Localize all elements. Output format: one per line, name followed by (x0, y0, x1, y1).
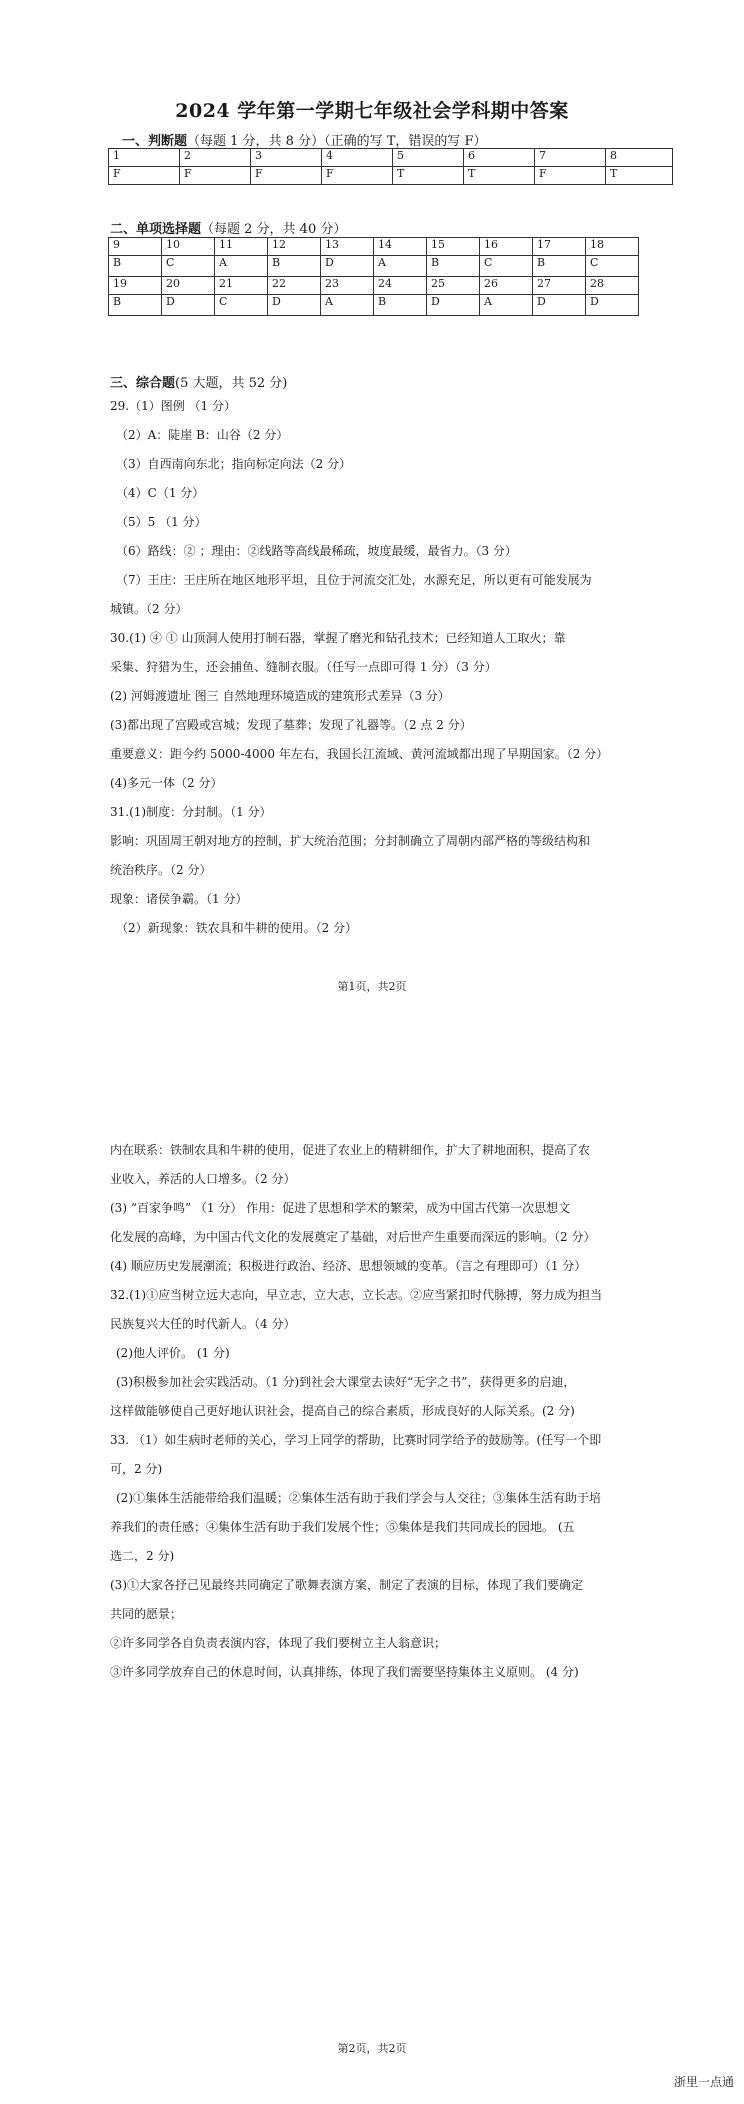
table-cell: F (535, 167, 606, 185)
section-1-note: （每题 1 分，共 8 分）（正确的写 T，错误的写 F） (187, 134, 487, 149)
page-2-footer: 第2页，共2页 (337, 2042, 407, 2055)
table-row (109, 149, 673, 167)
table-cell: B (268, 256, 321, 277)
answer-line: 选二，2 分) (110, 1549, 175, 1563)
judgement-answer-table (108, 148, 673, 185)
table-cell: 3 (251, 149, 322, 167)
section-3-note: (5 大题，共 52 分) (175, 376, 288, 391)
answer-line: (2)他人评价。 (1 分) (116, 1346, 230, 1360)
answer-line: （3）自西南向东北；指向标定向法（2 分） (116, 457, 352, 471)
answer-line: （6）路线：② ；理由：②线路等高线最稀疏，坡度最缓，最省力。（3 分） (116, 544, 517, 558)
table-cell: 20 (162, 277, 215, 295)
section-3-title: 三、综合题 (110, 376, 176, 391)
answer-line: ②许多同学各自负责表演内容，体现了我们要树立主人翁意识； (110, 1636, 447, 1650)
choice-answer-table (108, 237, 639, 316)
table-cell: 27 (533, 277, 586, 295)
table-cell: F (322, 167, 393, 185)
answer-line: (4)多元一体（2 分） (110, 776, 223, 790)
answer-line: 29.（1）图例 （1 分） (110, 399, 236, 413)
table-cell: C (215, 295, 268, 316)
answer-line: 养我们的责任感；④集体生活有助于我们发展个性；⑤集体是我们共同成长的园地。 (五 (110, 1520, 575, 1534)
table-cell: 18 (586, 238, 639, 256)
table-cell: F (109, 167, 180, 185)
table-cell: 4 (322, 149, 393, 167)
answer-line: 统治秩序。（2 分） (110, 863, 212, 877)
section-3-heading (110, 372, 287, 391)
table-cell: 25 (427, 277, 480, 295)
table-cell: 5 (393, 149, 464, 167)
table-cell: T (464, 167, 535, 185)
answer-line: （4）C（1 分） (116, 486, 205, 500)
table-cell: A (215, 256, 268, 277)
answer-line: 内在联系：铁制农具和牛耕的使用，促进了农业上的精耕细作，扩大了耕地面积，提高了农 (110, 1143, 591, 1157)
table-cell: 7 (535, 149, 606, 167)
table-cell: 17 (533, 238, 586, 256)
table-cell: 22 (268, 277, 321, 295)
table-cell: 28 (586, 277, 639, 295)
answer-line: 31.(1)制度：分封制。（1 分） (110, 805, 272, 819)
table-row (109, 238, 639, 256)
section-1-heading (122, 130, 487, 149)
table-cell: B (109, 295, 162, 316)
answer-line: （5）5 （1 分） (116, 515, 207, 529)
table-cell: F (251, 167, 322, 185)
section-1-title: 一、判断题 (122, 134, 188, 149)
table-cell: B (533, 256, 586, 277)
answer-line: 采集、狩猎为生，还会捕鱼、缝制衣服。（任写一点即可得 1 分）（3 分） (110, 660, 497, 674)
table-cell: D (268, 295, 321, 316)
section-2-note: （每题 2 分，共 40 分） (201, 222, 347, 237)
answer-line: (2) 河姆渡遗址 图三 自然地理环境造成的建筑形式差异（3 分） (110, 689, 450, 703)
page-1 (0, 0, 744, 1040)
table-cell: 6 (464, 149, 535, 167)
table-cell: C (586, 256, 639, 277)
table-row (109, 295, 639, 316)
table-cell: A (374, 256, 427, 277)
page-2-answer-text (110, 1136, 638, 1687)
table-cell: 11 (215, 238, 268, 256)
answer-line: 重要意义：距今约 5000-4000 年左右，我国长江流域、黄河流域都出现了早期国家。（2 分） (110, 747, 609, 761)
table-cell: 16 (480, 238, 533, 256)
table-cell: B (109, 256, 162, 277)
table-cell: D (427, 295, 480, 316)
table-cell: B (427, 256, 480, 277)
answer-line: 化发展的高峰，为中国古代文化的发展奠定了基础，对后世产生重要而深远的影响。（2 分） (110, 1230, 596, 1244)
answer-line: 30.(1) ④ ① 山顶洞人使用打制石器，掌握了磨光和钻孔技术；已经知道人工取火；靠 (110, 631, 566, 645)
answer-line: 现象：诸侯争霸。（1 分） (110, 892, 248, 906)
page-1-footer: 第1页，共2页 (337, 980, 407, 993)
page-title: 2024 学年第一学期七年级社会学科期中答案 (175, 100, 569, 122)
table-cell: B (374, 295, 427, 316)
table-cell: F (180, 167, 251, 185)
answer-line: 共同的愿景； (110, 1607, 183, 1621)
answer-line: （2）新现象：铁农具和牛耕的使用。（2 分） (116, 921, 358, 935)
table-cell: 12 (268, 238, 321, 256)
table-cell: 21 (215, 277, 268, 295)
answer-line: (3)①大家各抒己见最终共同确定了歌舞表演方案，制定了表演的目标，体现了我们要确定 (110, 1578, 584, 1592)
table-cell: 8 (606, 149, 673, 167)
table-cell: T (393, 167, 464, 185)
answer-line: 可，2 分) (110, 1462, 163, 1476)
table-cell: T (606, 167, 673, 185)
section-2-heading (110, 218, 346, 237)
table-cell: 9 (109, 238, 162, 256)
answer-line: （7）王庄：王庄所在地区地形平坦，且位于河流交汇处，水源充足，所以更有可能发展为 (116, 573, 592, 587)
answer-line: (3)积极参加社会实践活动。（1 分)到社会大课堂去读好“无字之书”，获得更多的启迪， (116, 1375, 576, 1389)
answer-line: 民族复兴大任的时代新人。（4 分） (110, 1317, 296, 1331)
table-cell: D (162, 295, 215, 316)
page-1-answer-text (110, 392, 638, 943)
table-cell: 26 (480, 277, 533, 295)
table-cell: C (162, 256, 215, 277)
answer-line: 城镇。（2 分） (110, 602, 188, 616)
table-cell: 23 (321, 277, 374, 295)
answer-line: 这样做能够使自己更好地认识社会，提高自己的综合素质，形成良好的人际关系。(2 分) (110, 1404, 575, 1418)
table-cell: 19 (109, 277, 162, 295)
table-cell: D (321, 256, 374, 277)
answer-line: 业收入，养活的人口增多。（2 分） (110, 1172, 296, 1186)
table-cell: D (533, 295, 586, 316)
table-cell: 1 (109, 149, 180, 167)
answer-line: (4) 顺应历史发展潮流；积极进行政治、经济、思想领域的变革。（言之有理即可）（1 分） (110, 1259, 587, 1273)
table-row (109, 167, 673, 185)
answer-line: 影响：巩固周王朝对地方的控制，扩大统治范围；分封制确立了周朝内部严格的等级结构和 (110, 834, 591, 848)
table-cell: 13 (321, 238, 374, 256)
table-cell: D (586, 295, 639, 316)
table-cell: A (480, 295, 533, 316)
page-2 (0, 1040, 744, 2104)
answer-line: (3)都出现了宫殿或宫城；发现了墓葬；发现了礼器等。（2 点 2 分） (110, 718, 472, 732)
answer-line: （2）A：陡崖 B：山谷（2 分） (116, 428, 289, 442)
table-cell: C (480, 256, 533, 277)
table-cell: 10 (162, 238, 215, 256)
table-cell: A (321, 295, 374, 316)
answer-line: (2)①集体生活能带给我们温暖；②集体生活有助于我们学会与人交往；③集体生活有助于培 (116, 1491, 602, 1505)
table-cell: 2 (180, 149, 251, 167)
table-row (109, 256, 639, 277)
section-2-title: 二、单项选择题 (110, 222, 202, 237)
table-cell: 24 (374, 277, 427, 295)
answer-line: 32.(1)①应当树立远大志向，早立志，立大志，立长志。②应当紧扣时代脉搏，努力成为担当 (110, 1288, 603, 1302)
table-row (109, 277, 639, 295)
table-cell: 14 (374, 238, 427, 256)
table-cell: 15 (427, 238, 480, 256)
watermark: 浙里一点通 (673, 2075, 734, 2089)
answer-line: 33. （1）如生病时老师的关心，学习上同学的帮助，比赛时同学给予的鼓励等。(任写一个即 (110, 1433, 602, 1447)
answer-line: ③许多同学放弃自己的休息时间，认真排练，体现了我们需要坚持集体主义原则。 (4 分) (110, 1665, 579, 1679)
answer-line: (3) “百家争鸣” （1 分） 作用：促进了思想和学术的繁荣，成为中国古代第一次思想文 (110, 1201, 571, 1215)
